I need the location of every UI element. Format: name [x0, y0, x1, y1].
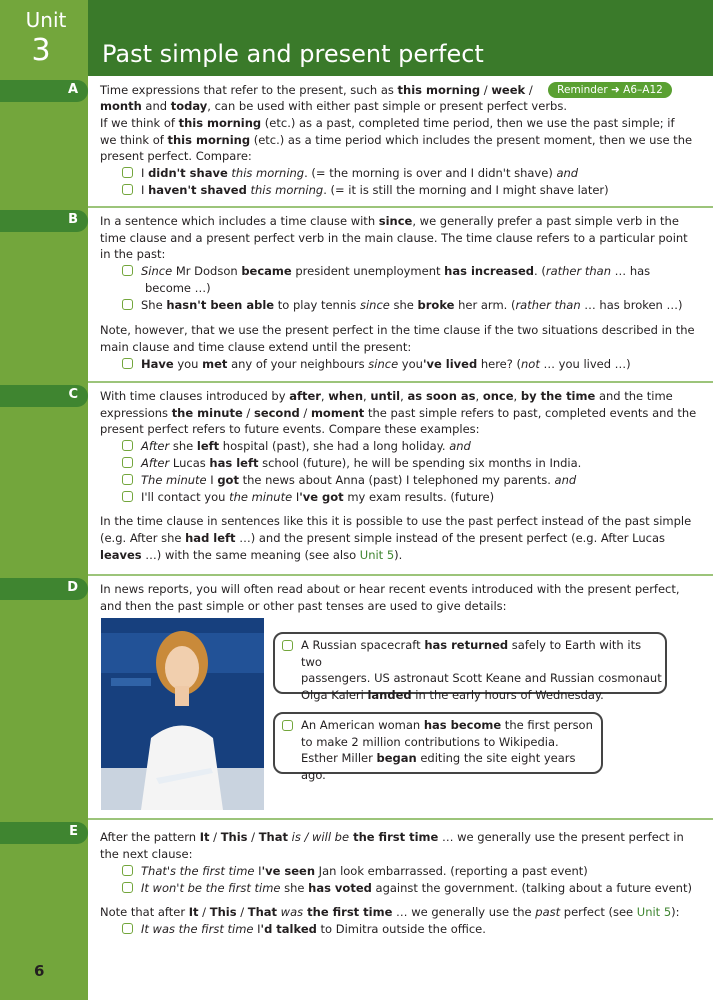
- checkbox-icon: [122, 923, 133, 934]
- sidebar: [0, 0, 88, 1000]
- section-a-line-3: If we think of this morning (etc.) as a past, completed time period, then we use the past simple; if: [100, 116, 675, 130]
- section-b-line-2: time clause and a present perfect verb in the main clause. The time clause refers to a particular point: [100, 231, 688, 245]
- example-item: The minute I got the news about Anna (past) I telephoned my parents. and: [122, 472, 576, 489]
- example-item-continued: become …): [145, 281, 211, 295]
- section-b-note-1: Note, however, that we use the present perfect in the time clause if the two situations described in the: [100, 323, 695, 337]
- section-tab-c: C: [0, 385, 88, 407]
- section-e-line-1: After the pattern It / This / That is / will be the first time … we generally use the present perfect in: [100, 830, 684, 844]
- example-item: It won't be the first time she has voted against the government. (talking about a future event): [122, 880, 692, 897]
- news-presenter-image: [101, 618, 264, 810]
- checkbox-icon: [122, 167, 133, 178]
- example-item: Since Mr Dodson became president unemployment has increased. (rather than … has: [122, 263, 650, 280]
- unit-5-link[interactable]: Unit 5: [359, 548, 395, 562]
- bubble-text: An American woman has become the first person to make 2 million contributions to Wikipedia. Esther Miller began editing the site eight years ago.: [301, 718, 593, 782]
- section-tab-e: E: [0, 822, 88, 844]
- section-divider: [88, 206, 713, 208]
- checkbox-icon: [122, 440, 133, 451]
- section-a-line-4: we think of this morning (etc.) as a time period which includes the present moment, then we use the: [100, 133, 693, 147]
- section-c-line-1: With time clauses introduced by after, when, until, as soon as, once, by the time and the time: [100, 389, 673, 403]
- section-b-line-3: in the past:: [100, 247, 166, 261]
- section-e-note: Note that after It / This / That was the first time … we generally use the past perfect (see Unit 5):: [100, 905, 680, 919]
- checkbox-icon: [122, 882, 133, 893]
- section-c-line-2: expressions the minute / second / moment the past simple refers to past, completed events and the: [100, 406, 697, 420]
- page-title: Past simple and present perfect: [102, 40, 484, 68]
- section-d-line-2: and then the past simple or other past tenses are used to give details:: [100, 599, 507, 613]
- unit-number: 3: [31, 33, 51, 68]
- section-b-line-1: In a sentence which includes a time clause with since, we generally prefer a past simple verb in the: [100, 214, 679, 228]
- section-tab-b: B: [0, 210, 88, 232]
- example-item: I'll contact you the minute I've got my exam results. (future): [122, 489, 494, 506]
- section-b-note-2: main clause and time clause extend until the present:: [100, 340, 412, 354]
- checkbox-icon: [122, 299, 133, 310]
- checkbox-icon: [122, 457, 133, 468]
- section-c-line-3: present perfect refers to future events. Compare these examples:: [100, 422, 480, 436]
- speech-bubble: [273, 712, 603, 782]
- section-c-note-2: (e.g. After she had left …) and the present simple instead of the present perfect (e.g. After Lucas: [100, 531, 666, 545]
- section-tab-d: D: [0, 578, 88, 600]
- section-divider: [88, 381, 713, 383]
- checkbox-icon: [122, 474, 133, 485]
- example-item: I haven't shaved this morning. (= it is still the morning and I might shave later): [122, 182, 609, 199]
- checkbox-icon: [282, 720, 293, 731]
- section-a-line-1: Time expressions that refer to the present, such as this morning / week /: [100, 83, 533, 97]
- example-item: Have you met any of your neighbours since you've lived here? (not … you lived …): [122, 356, 631, 373]
- section-a-line-5: present perfect. Compare:: [100, 149, 252, 163]
- section-e-line-2: the next clause:: [100, 847, 193, 861]
- bubble-text: A Russian spacecraft has returned safely to Earth with its two passengers. US astronaut Scott Keane and Russian cosmonaut Olga Kaleri landed in the early hours of Wednesday.: [301, 638, 662, 702]
- checkbox-icon: [122, 184, 133, 195]
- unit-5-link[interactable]: Unit 5: [636, 905, 672, 919]
- section-tab-a: A: [0, 80, 88, 102]
- example-item: It was the first time I'd talked to Dimitra outside the office.: [122, 921, 486, 938]
- example-item: After Lucas has left school (future), he will be spending six months in India.: [122, 455, 581, 472]
- checkbox-icon: [122, 265, 133, 276]
- page-number: 6: [34, 962, 45, 980]
- section-divider: [88, 818, 713, 820]
- section-d-line-1: In news reports, you will often read about or hear recent events introduced with the present perfect,: [100, 582, 680, 596]
- section-c-note-1: In the time clause in sentences like this it is possible to use the past perfect instead of the past simple: [100, 514, 692, 528]
- checkbox-icon: [282, 640, 293, 651]
- section-divider: [88, 574, 713, 576]
- example-item: I didn't shave this morning. (= the morning is over and I didn't shave) and: [122, 165, 578, 182]
- checkbox-icon: [122, 865, 133, 876]
- example-item: She hasn't been able to play tennis since she broke her arm. (rather than … has broken …): [122, 297, 683, 314]
- section-a-line-2: month and today, can be used with either past simple or present perfect verbs.: [100, 99, 567, 113]
- speech-bubble: [273, 632, 667, 702]
- example-item: After she left hospital (past), she had a long holiday. and: [122, 438, 471, 455]
- unit-label: Unit: [25, 8, 67, 32]
- reminder-badge[interactable]: Reminder ➜ A6–A12: [548, 82, 672, 98]
- example-item: That's the first time I've seen Jan look embarrassed. (reporting a past event): [122, 863, 588, 880]
- checkbox-icon: [122, 358, 133, 369]
- section-c-note-3: leaves …) with the same meaning (see also Unit 5).: [100, 548, 403, 562]
- checkbox-icon: [122, 491, 133, 502]
